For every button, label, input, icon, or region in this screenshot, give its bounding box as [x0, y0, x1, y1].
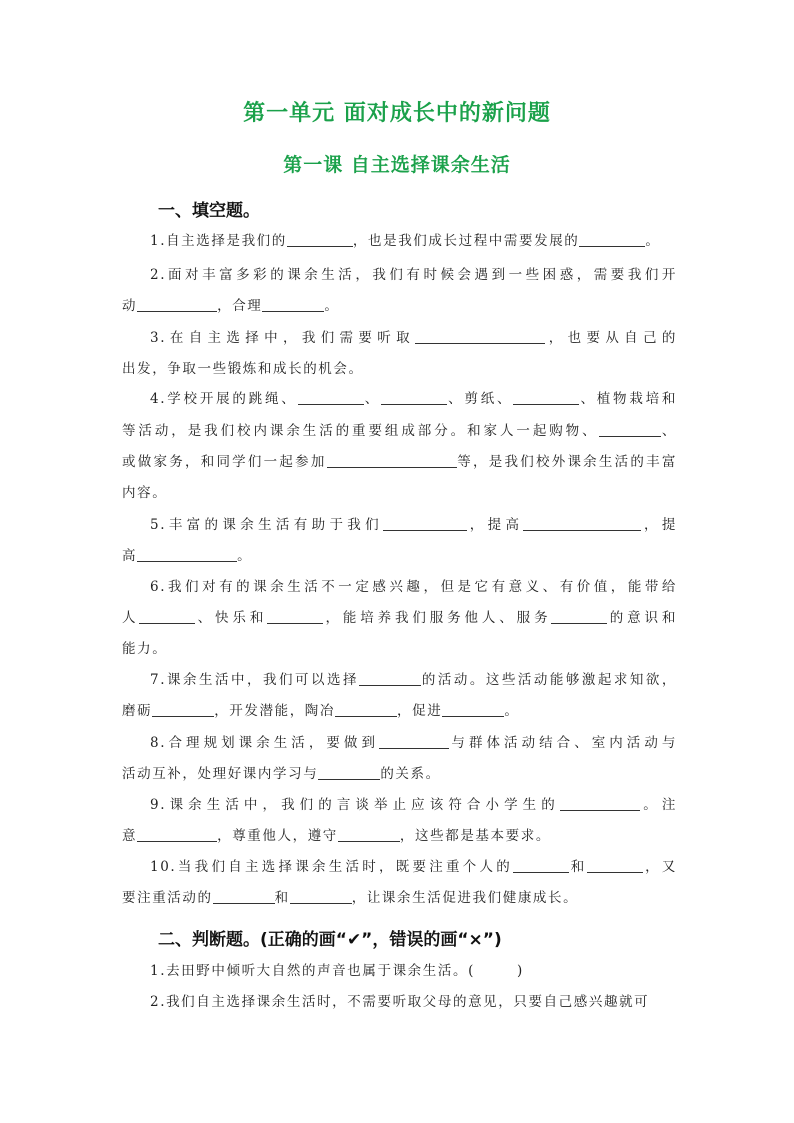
question-1: 1.自主选择是我们的 ，也是我们成长过程中需要发展的 。 [150, 233, 661, 249]
question-5: 5.丰富的课余生活有助于我们 ，提高 ，提 [150, 517, 677, 533]
question-9: 9.课余生活中，我们的言谈举止应该符合小学生的 。注 [150, 797, 677, 813]
question-2: 2.面对丰富多彩的课余生活，我们有时候会遇到一些困惑，需要我们开 [150, 267, 677, 283]
blank[interactable] [152, 702, 214, 717]
judge-question-2: 2.我们自主选择课余生活时，不需要听取父母的意见，只要自己感兴趣就可 [150, 994, 650, 1010]
blank[interactable] [338, 827, 400, 842]
question-2-cont: 动 ，合理 。 [122, 298, 340, 314]
blank[interactable] [359, 671, 421, 686]
blank[interactable] [287, 232, 353, 247]
question-3-cont: 出发，争取一些锻炼和成长的机会。 [122, 361, 364, 377]
unit-title: 第一单元 面对成长中的新问题 [243, 101, 551, 126]
section-fill-heading: 一、填空题。 [158, 201, 260, 221]
blank[interactable] [513, 390, 579, 405]
blank[interactable] [262, 297, 324, 312]
judge-question-1: 1.去田野中倾听大自然的声音也属于课余生活。( ) [150, 963, 524, 979]
question-8: 8.合理规划课余生活，要做到 与群体活动结合、室内活动与 [150, 735, 677, 751]
blank[interactable] [267, 609, 323, 624]
blank[interactable] [137, 547, 237, 562]
blank[interactable] [290, 889, 352, 904]
blank[interactable] [139, 609, 195, 624]
lesson-title: 第一课 自主选择课余生活 [283, 154, 511, 176]
question-4-cont: 等活动，是我们校内课余生活的重要组成部分。和家人一起购物、 、 [122, 423, 677, 439]
question-4-cont2: 或做家务，和同学们一起参加 等，是我们校外课余生活的丰富 [122, 454, 677, 470]
blank[interactable] [137, 827, 217, 842]
blank[interactable] [379, 734, 449, 749]
question-10-cont: 要注重活动的 和 ，让课余生活促进我们健康成长。 [122, 890, 579, 906]
question-7: 7.课余生活中，我们可以选择 的活动。这些活动能够激起求知欲， [150, 672, 677, 688]
question-9-cont: 意 ，尊重他人，遵守 ，这些都是基本要求。 [122, 828, 551, 844]
blank[interactable] [213, 889, 275, 904]
question-4-cont3: 内容。 [122, 485, 168, 501]
blank[interactable] [587, 858, 643, 873]
blank[interactable] [298, 390, 364, 405]
blank[interactable] [560, 796, 640, 811]
blank[interactable] [442, 702, 504, 717]
blank[interactable] [599, 422, 661, 437]
blank[interactable] [523, 516, 641, 531]
blank[interactable] [551, 609, 607, 624]
question-4: 4.学校开展的跳绳、 、 、剪纸、 、植物栽培和 [150, 391, 677, 407]
question-10: 10.当我们自主选择课余生活时，既要注重个人的 和 ，又 [150, 859, 677, 875]
question-6-cont: 人 、快乐和 ，能培养我们服务他人、服务 的意识和 [122, 610, 677, 626]
blank[interactable] [513, 858, 569, 873]
question-6: 6.我们对有的课余生活不一定感兴趣，但是它有意义、有价值，能带给 [150, 579, 677, 595]
blank[interactable] [579, 232, 645, 247]
blank[interactable] [381, 390, 447, 405]
question-8-cont: 活动互补，处理好课内学习与 的关系。 [122, 766, 441, 782]
blank[interactable] [327, 453, 457, 468]
blank[interactable] [415, 329, 545, 344]
section-judge-heading: 二、判断题。(正确的画“✔”，错误的画“×”) [158, 930, 502, 950]
question-3: 3.在自主选择中，我们需要听取 ，也要从自己的 [150, 330, 677, 346]
blank[interactable] [335, 702, 397, 717]
question-7-cont: 磨砺 ，开发潜能，陶冶 ，促进 。 [122, 703, 520, 719]
question-5-cont: 高 。 [122, 548, 253, 564]
blank[interactable] [383, 516, 467, 531]
blank[interactable] [137, 297, 217, 312]
blank[interactable] [318, 765, 380, 780]
question-6-cont2: 能力。 [122, 641, 168, 657]
